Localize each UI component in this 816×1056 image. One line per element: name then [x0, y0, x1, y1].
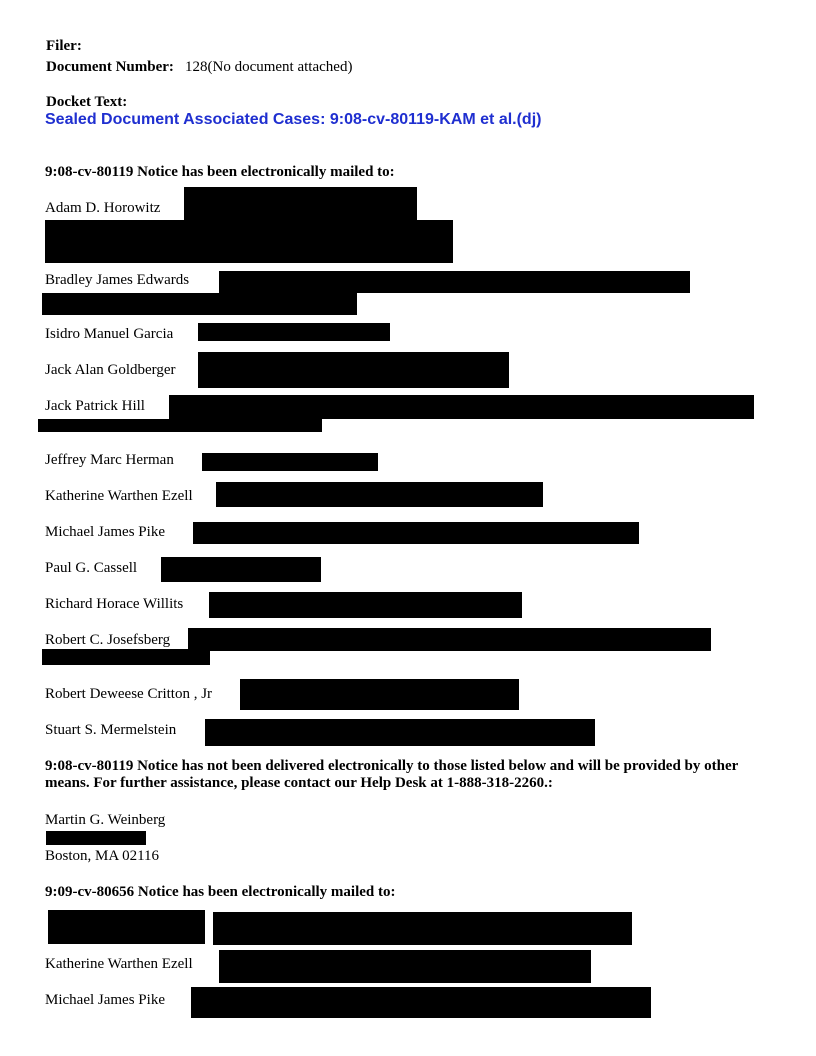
redaction-block: [240, 679, 519, 710]
recipient-name: Michael James Pike: [45, 524, 165, 540]
recipient-name: Martin G. Weinberg: [45, 812, 166, 828]
redaction-block: [42, 649, 210, 665]
redaction-block: [188, 628, 711, 651]
section3-heading: 9:09-cv-80656 Notice has been electronically mailed to:: [45, 884, 396, 900]
recipient-name: Adam D. Horowitz: [45, 200, 161, 216]
document-number-value: 128(No document attached): [185, 59, 353, 75]
recipient-name: Stuart S. Mermelstein: [45, 722, 177, 738]
recipient-city: Boston, MA 02116: [45, 848, 160, 864]
redaction-block: [161, 557, 321, 582]
redaction-block: [219, 950, 591, 983]
section1-heading: 9:08-cv-80119 Notice has been electronically mailed to:: [45, 164, 395, 180]
recipient-name: Robert C. Josefsberg: [45, 632, 171, 648]
redaction-block: [42, 293, 357, 315]
recipient-name: Bradley James Edwards: [45, 272, 190, 288]
redaction-block: [38, 419, 322, 432]
redaction-block: [169, 395, 754, 419]
redaction-block: [216, 482, 543, 507]
section2-heading: 9:08-cv-80119 Notice has not been delivered electronically to those listed below and will be provided by other means. For further assistance, please contact our Help Desk at 1-888-318-2260.:: [45, 758, 739, 791]
recipient-name: Jack Patrick Hill: [45, 398, 145, 414]
recipient-name: Robert Deweese Critton , Jr: [45, 686, 213, 702]
document-number-label: Document Number:: [46, 59, 174, 75]
redaction-block: [205, 719, 595, 746]
redaction-block: [198, 352, 509, 388]
recipient-name: Richard Horace Willits: [45, 596, 184, 612]
redaction-block: [46, 831, 146, 845]
redaction-block: [48, 910, 205, 944]
redaction-block: [219, 271, 690, 293]
redaction-block: [209, 592, 522, 618]
redaction-block: [191, 987, 651, 1018]
redaction-block: [202, 453, 378, 471]
docket-text-label: Docket Text:: [46, 94, 128, 110]
recipient-name: Paul G. Cassell: [45, 560, 138, 576]
recipient-name: Katherine Warthen Ezell: [45, 956, 193, 972]
redaction-block: [45, 220, 453, 263]
recipient-name: Katherine Warthen Ezell: [45, 488, 193, 504]
redaction-block: [193, 522, 639, 544]
recipient-name: Jack Alan Goldberger: [45, 362, 176, 378]
recipient-name: Jeffrey Marc Herman: [45, 452, 174, 468]
recipient-name: Isidro Manuel Garcia: [45, 326, 174, 342]
docket-text: Sealed Document Associated Cases: 9:08-cv-80119-KAM et al.(dj): [45, 111, 542, 128]
recipient-name: Michael James Pike: [45, 992, 165, 1008]
filer-label: Filer:: [46, 38, 82, 54]
redaction-block: [198, 323, 390, 341]
redaction-block: [213, 912, 632, 945]
redaction-block: [184, 187, 417, 220]
